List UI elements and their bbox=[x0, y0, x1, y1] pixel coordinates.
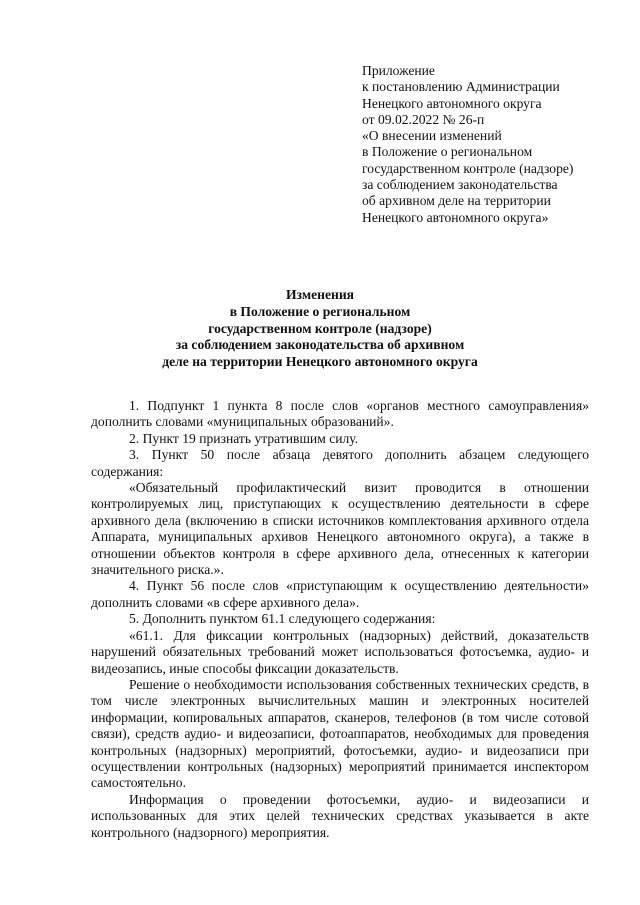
body-paragraph: Решение о необходимости использования собственных технических средств, в том числе электронных вычислительных машин и электронных носителей информации, копировальных аппаратов, сканеров, телефонов (в том числе сотовой связи), средств аудио- и видеозаписи, фотоаппаратов, необходимых для проведения контрольных (надзорных) мероприятий, фотосъемки, аудио- и видеозаписи при осуществлении контрольных (надзорных) мероприятий принимается инспектором самостоятельно. bbox=[91, 676, 589, 791]
title-line: за соблюдением законодательства об архивном bbox=[175, 337, 465, 353]
appendix-line: к постановлению Администрации bbox=[362, 79, 560, 95]
body-paragraph: 4. Пункт 56 после слов «приступающим к осуществлению деятельности» дополнить словами «в сфере архивного дела». bbox=[91, 578, 589, 610]
title-line: государственном контроле (надзоре) bbox=[208, 320, 432, 336]
appendix-line: об архивном деле на территории bbox=[362, 193, 551, 209]
title-line: Изменения bbox=[285, 287, 355, 302]
document-body bbox=[91, 398, 589, 841]
appendix-line: Ненецкого автономного округа» bbox=[362, 209, 549, 225]
body-paragraph: 2. Пункт 19 признать утратившим силу. bbox=[129, 430, 359, 446]
title-line: деле на территории Ненецкого автономного округа bbox=[162, 354, 478, 370]
title-line: в Положение о региональном bbox=[229, 303, 411, 319]
body-paragraph: «Обязательный профилактический визит проводится в отношении контролируемых лиц, приступающих к осуществлению деятельности в сфере архивного дела (включению в списки источников комплектования архивного отдела Аппарата, муниципальных архивов Ненецкого автономного округа), а также в отношении объектов контроля в сфере архивного дела, отнесенных к категории значительного риска.». bbox=[91, 480, 589, 578]
appendix-line: в Положение о региональном bbox=[362, 144, 533, 160]
appendix-line: за соблюдением законодательства bbox=[362, 177, 558, 193]
appendix-line: Приложение bbox=[362, 63, 435, 78]
body-paragraph: 5. Дополнить пунктом 61.1 следующего содержания: bbox=[129, 611, 436, 627]
appendix-line: «О внесении изменений bbox=[362, 128, 502, 144]
body-paragraph: Информация о проведении фотосъемки, аудио- и видеозаписи и использованных для этих целей технических средствах указывается в акте контрольного (надзорного) мероприятия. bbox=[91, 791, 589, 840]
body-paragraph: 1. Подпункт 1 пункта 8 после слов «органов местного самоуправления» дополнить словами «муниципальных образований». bbox=[91, 398, 589, 430]
body-paragraph: 3. Пункт 50 после абзаца девятого дополнить абзацем следующего содержания: bbox=[91, 447, 589, 479]
appendix-header bbox=[362, 63, 612, 226]
appendix-line: государственном контроле (надзоре) bbox=[362, 160, 574, 176]
body-paragraph: «61.1. Для фиксации контрольных (надзорных) действий, доказательств нарушений обязательных требований может использоваться фотосъемка, аудио- и видеозапись, иные способы фиксации доказательств. bbox=[91, 627, 589, 676]
appendix-line: Ненецкого автономного округа bbox=[362, 95, 542, 111]
appendix-line: от 09.02.2022 № 26-п bbox=[362, 111, 485, 127]
document-title bbox=[100, 287, 540, 371]
